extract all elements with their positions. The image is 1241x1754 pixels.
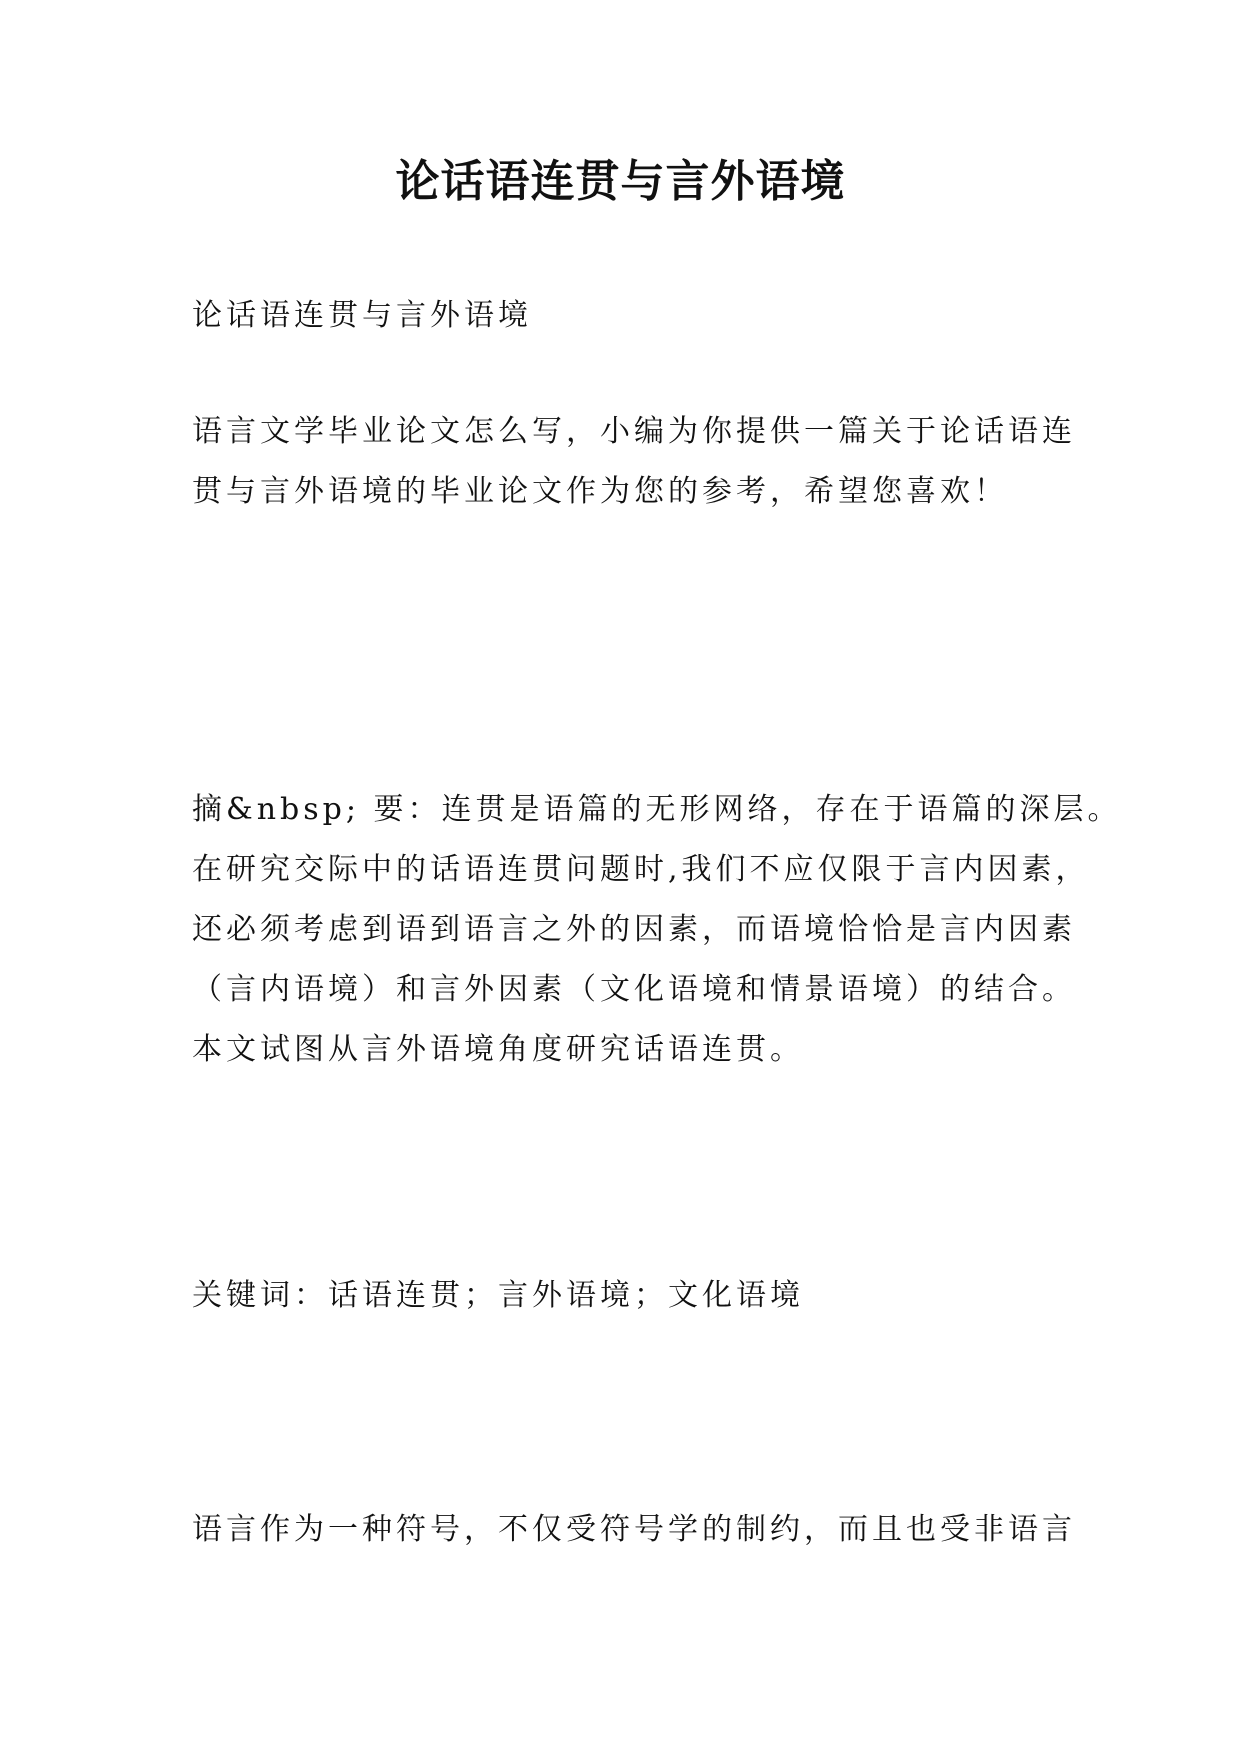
- abstract-paragraph: [192, 780, 1122, 1080]
- intro-line: 贯与言外语境的毕业论文作为您的参考，希望您喜欢！: [192, 474, 1008, 509]
- abstract-line: 在研究交际中的话语连贯问题时,我们不应仅限于言内因素，: [192, 852, 1090, 887]
- abstract-line: 还必须考虑到语到语言之外的因素，而语境恰恰是言内因素: [192, 912, 1076, 947]
- subtitle-paragraph: [192, 286, 1092, 346]
- abstract-line: 本文试图从言外语境角度研究话语连贯。: [192, 1032, 804, 1067]
- intro-paragraph: [192, 402, 1092, 522]
- keywords-paragraph: [192, 1266, 1092, 1326]
- page-title: 论话语连贯与言外语境: [395, 156, 846, 207]
- abstract-line: （言内语境）和言外因素（文化语境和情景语境）的结合。: [192, 972, 1076, 1007]
- intro-line: 语言文学毕业论文怎么写，小编为你提供一篇关于论话语连: [192, 414, 1076, 449]
- body-paragraph: [192, 1500, 1092, 1560]
- keywords-line: 关键词：话语连贯；言外语境；文化语境: [192, 1278, 804, 1313]
- abstract-line: 摘&nbsp; 要：连贯是语篇的无形网络，存在于语篇的深层。: [192, 792, 1122, 827]
- subtitle-line: 论话语连贯与言外语境: [192, 298, 532, 333]
- body-line: 语言作为一种符号，不仅受符号学的制约，而且也受非语言: [192, 1512, 1076, 1547]
